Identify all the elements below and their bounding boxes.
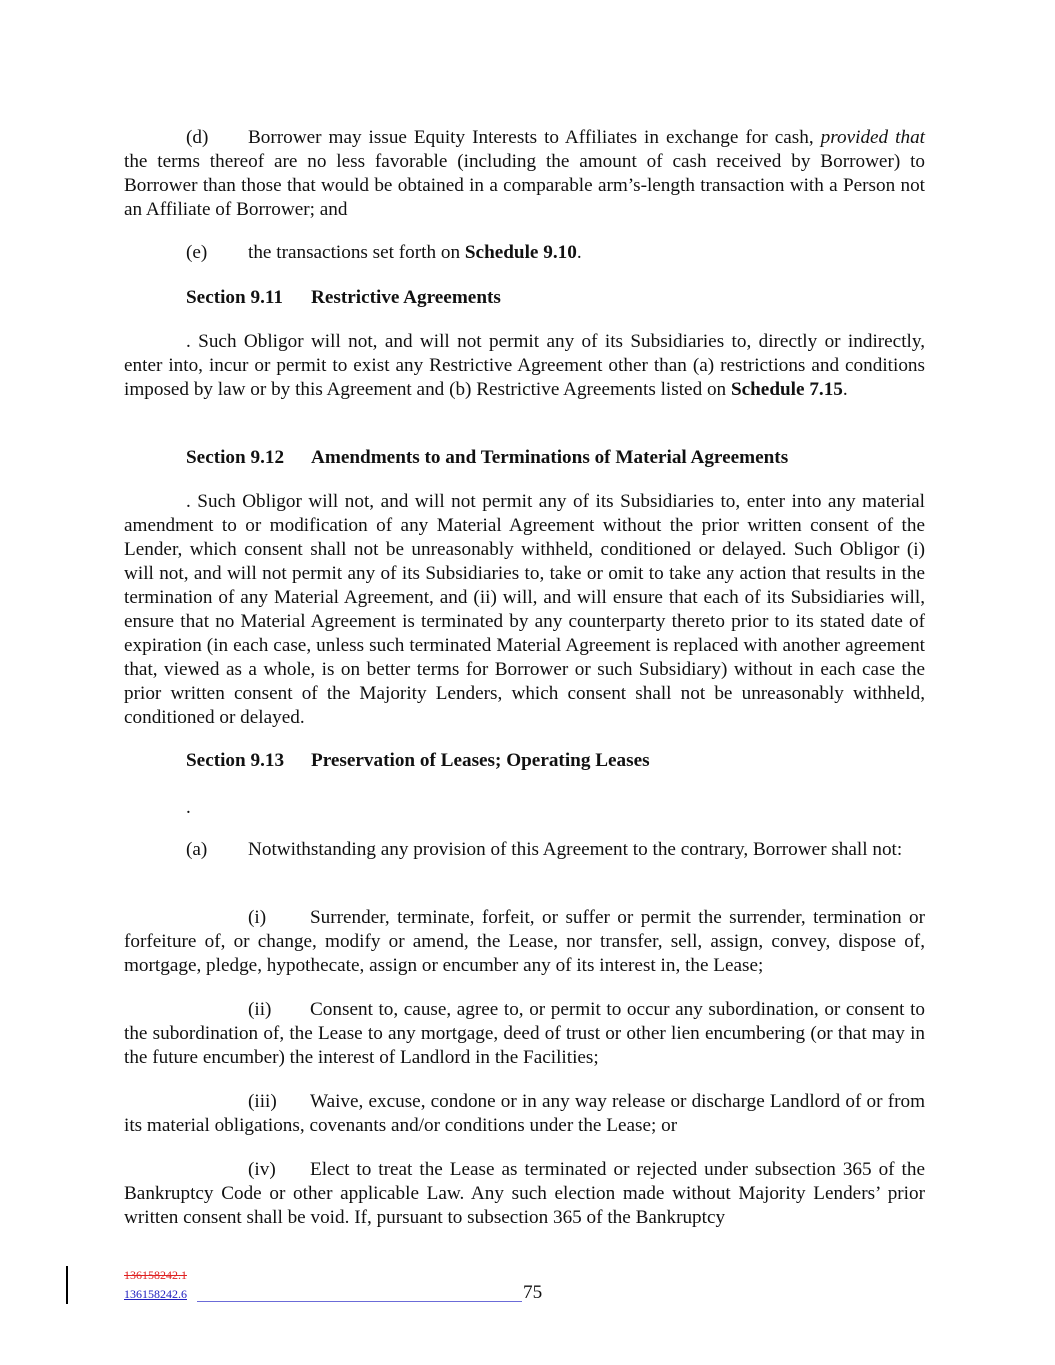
item-text: Waive, excuse, condone or in any way release or discharge Landlord of or from its material obligations, covenants and/or conditions under the Lease; or — [124, 1091, 925, 1136]
item-label: (iii) — [248, 1091, 277, 1112]
item-ii — [124, 998, 925, 1070]
doc-number-deleted: 136158242.1 — [124, 1268, 187, 1282]
section-9-13-heading — [124, 749, 925, 773]
paragraph-text: Notwithstanding any provision of this Agreement to the contrary, Borrower shall not: — [248, 839, 903, 860]
paragraph-text: . — [842, 379, 848, 400]
item-iv — [124, 1158, 925, 1230]
section-9-13-dot — [124, 796, 925, 820]
paragraph-a — [124, 838, 925, 862]
paragraph-label: (a) — [186, 839, 208, 860]
paragraph-text: . Such Obligor will not, and will not permit any of its Subsidiaries to, directly or indirectly, enter into, incur or permit to exist any Restrictive Agreement other than (a) restrictions and conditions imposed by law or by this Agreement and (b) Restrictive Agreements listed on — [124, 331, 925, 400]
change-bar — [66, 1266, 68, 1304]
section-number: Section 9.11 — [186, 287, 284, 308]
item-text: Elect to treat the Lease as terminated or rejected under subsection 365 of the Bankruptcy Code or other applicable Law. Any such election made without Majority Lenders’ prior written consent shall be void. If, pursuant to subsection 365 of the Bankruptcy — [124, 1159, 925, 1228]
item-label: (iv) — [248, 1159, 276, 1180]
paragraph-text: the terms thereof are no less favorable (including the amount of cash received by Borrower) to Borrower than those that would be obtained in a comparable arm’s-length transaction with a Person not an Affiliate of Borrower; and — [124, 151, 925, 220]
paragraph-e — [124, 241, 925, 265]
section-9-11-heading — [124, 286, 925, 310]
section-number: Section 9.13 — [186, 750, 285, 771]
schedule-reference: Schedule 9.10 — [464, 242, 577, 263]
item-i — [124, 906, 925, 978]
page-footer — [0, 1262, 1055, 1322]
section-9-11-body — [124, 330, 925, 402]
section-number: Section 9.12 — [186, 447, 285, 468]
paragraph-text: . Such Obligor will not, and will not permit any of its Subsidiaries to, enter into any material amendment to or modification of any Material Agreement without the prior written consent of the Lender, which consent shall not be unreasonably withheld, conditioned or delayed. Such Obligor (i) will not, and will not permit any of its Subsidiaries to, take or omit to take any action that results in the termination of any Material Agreement, and (ii) will, and will ensure that each of its Subsidiaries will, ensure that no Material Agreement is terminated by any counterparty thereto prior to its stated date of expiration (in each case, unless such terminated Material Agreement is replaced with another agreement that, viewed as a whole, is on better terms for Borrower or such Subsidiary) without in each case the prior written consent of the Majority Lenders, which consent shall not be unreasonably withheld, conditioned or delayed. — [124, 491, 925, 728]
paragraph-text: . — [576, 242, 582, 263]
section-title: Restrictive Agreements — [311, 287, 501, 308]
item-text: Surrender, terminate, forfeit, or suffer or permit the surrender, termination or forfeiture of, or change, modify or amend, the Lease, nor transfer, sell, assign, convey, dispose of, mortgage, pledge, hypothecate, assign or encumber any of its interest in, the Lease; — [124, 907, 925, 976]
section-title: Preservation of Leases; Operating Leases — [311, 750, 650, 771]
item-text: Consent to, cause, agree to, or permit to occur any subordination, or consent to the subordination of, the Lease to any mortgage, deed of trust or other lien encumbering (or that may in the future encumber) the interest of Landlord in the Facilities; — [124, 999, 925, 1068]
paragraph-label: (e) — [186, 242, 208, 263]
footer-underline — [197, 1301, 522, 1302]
doc-number-inserted: 136158242.6 — [124, 1287, 187, 1301]
item-label: (ii) — [248, 999, 272, 1020]
item-iii — [124, 1090, 925, 1138]
paragraph-d — [124, 126, 925, 222]
section-9-12-body — [124, 490, 925, 730]
italic-term: provided that — [820, 127, 925, 148]
paragraph-text: . — [186, 797, 191, 818]
item-label: (i) — [248, 907, 267, 928]
schedule-reference: Schedule 7.15 — [730, 379, 843, 400]
section-title: Amendments to and Terminations of Material Agreements — [311, 447, 789, 468]
paragraph-text: Borrower may issue Equity Interests to Affiliates in exchange for cash, — [248, 127, 821, 148]
paragraph-text: the transactions set forth on — [248, 242, 465, 263]
page-number: 75 — [523, 1282, 543, 1303]
section-9-12-heading — [124, 446, 925, 470]
paragraph-label: (d) — [186, 127, 209, 148]
